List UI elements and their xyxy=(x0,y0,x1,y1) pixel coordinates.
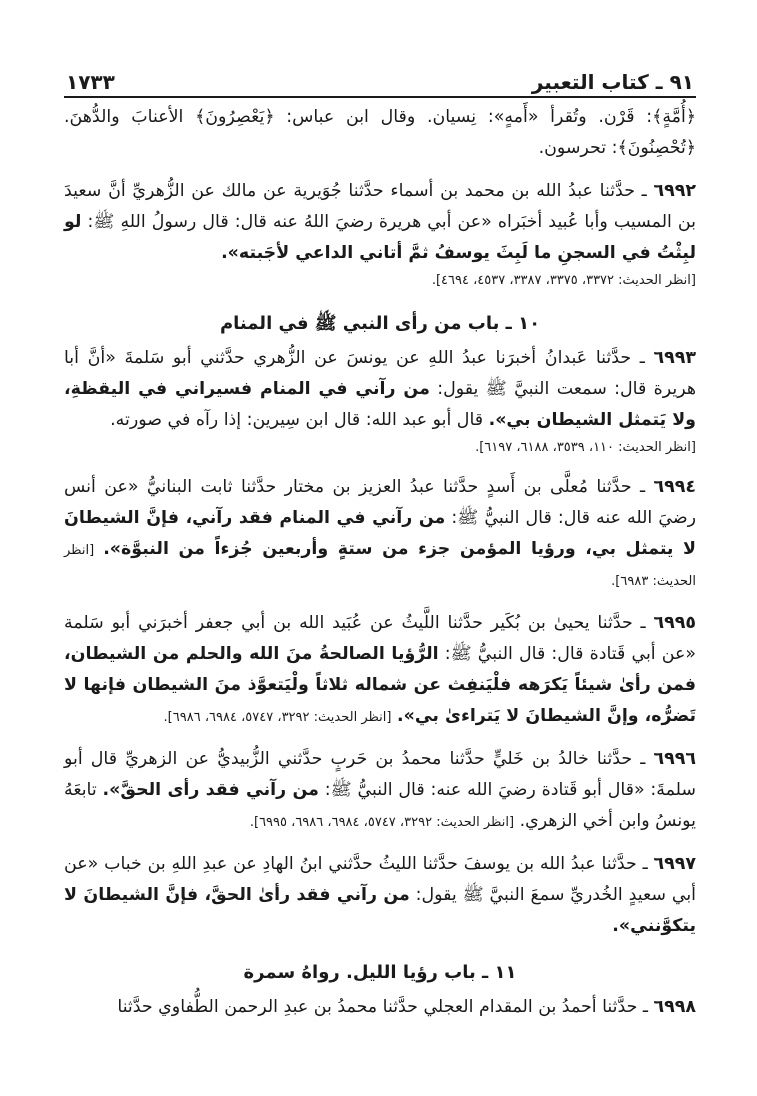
hadith-isnad: ـ حدَّثنا عَبدانُ أخبرَنا عبدُ اللهِ عن يونسَ عن الزُّهري حدَّثني أبو سَلمةَ «أنَّ أبا هريرة قال: سمعت النبيَّ ﷺ يقول: xyxy=(64,348,696,399)
running-title: ٩١ ـ كتاب التعبير xyxy=(531,70,694,94)
intro-line-1: ﴿أُمَّةٍ﴾: قَرْن. وتُقرأ «أَمهٍ»: نِسيان. وقال ابن عباس: ﴿يَعْصِرُونَ﴾ الأعنابَ والدُّهنَ. xyxy=(64,107,696,127)
hadith-matn: من رآني فقد رأى الحقَّ». xyxy=(102,780,319,800)
hadith-commentary: قال أبو عبد الله: قال ابن سِيرين: إذا رآه في صورته. xyxy=(110,410,484,430)
hadith-6998 xyxy=(64,992,696,1023)
hadith-matn: من رآني في المنام فسيراني في اليقظةِ، ولا يَتمثل الشيطان بي». xyxy=(64,379,696,430)
hadith-reference: [انظر الحديث: ٣٣٧٢، ٣٣٧٥، ٣٣٨٧، ٤٥٣٧، ٤٦٩٤]. xyxy=(431,273,696,288)
hadith-6993-text xyxy=(64,343,696,436)
hadith-isnad: ـ حدَّثنا عبدُ الله بن يوسفَ حدَّثنا الليثُ حدَّثني ابنُ الهادِ عن عبدِ اللهِ بن خباب «عن أبي سعيدٍ الخُدريِّ سمعَ النبيَّ ﷺ يقول: xyxy=(64,854,697,905)
hadith-isnad: ـ حدَّثنا عبدُ الله بن محمد بن أسماء حدَّثنا جُوَيرية عن مالك عن الزُّهريِّ أنَّ سعيدَ بن المسيب وأبا عُبيد أخبَراه «عن أبي هريرة رضيَ اللهُ عنه قال: قال رسولُ اللهِ ﷺ: xyxy=(64,181,696,232)
intro-gloss xyxy=(64,102,696,164)
hadith-6996-text xyxy=(64,744,696,837)
hadith-number: ٦٩٩٧ xyxy=(653,854,697,874)
hadith-matn: من رآني في المنام فقد رآني، فإنَّ الشيطانَ لا يتمثل بي، ورؤيا المؤمن جزء من ستةٍ وأربعين جُزءاً من النبوَّة». xyxy=(64,508,696,559)
hadith-isnad: ـ حدَّثنا مُعلَّى بن أَسدٍ حدَّثنا عبدُ العزيز بن مختار حدَّثنا ثابت البنانيُّ «عن أنس رضيَ الله عنه قال: قال النبيُّ ﷺ: xyxy=(64,477,697,528)
hadith-isnad: ـ حدَّثنا أحمدُ بن المقدام العجلي حدَّثنا محمدُ بن عبدِ الرحمن الطُّفاوي حدَّثنا xyxy=(117,997,648,1017)
chapter-heading-10: ١٠ ـ باب من رأى النبي ﷺ في المنام xyxy=(219,313,541,334)
hadith-6994 xyxy=(64,472,696,596)
hadith-6998-text xyxy=(64,992,696,1023)
hadith-reference: [انظر الحديث: ٣٢٩٢، ٥٧٤٧، ٦٩٨٤، ٦٩٨٦، ٦٩٩٥]. xyxy=(249,815,515,830)
hadith-reference: [انظر الحديث: ٦٩٨٣]. xyxy=(64,543,696,589)
hadith-6994-text xyxy=(64,472,696,596)
hadith-reference: [انظر الحديث: ٣٢٩٢، ٥٧٤٧، ٦٩٨٤، ٦٩٨٦]. xyxy=(163,710,392,725)
chapter-heading-11: ١١ ـ باب رؤيا الليل. رواهُ سمرة xyxy=(243,962,517,983)
hadith-commentary: تابعَهُ يونسُ وابن أخي الزهري. xyxy=(64,780,696,831)
hadith-isnad: ـ حدَّثنا يحيىٰ بن بُكَير حدَّثنا اللَّيثُ عن عُبَيد الله بن أبي جعفر أخبرَني أبو سَلمة «عن أبي قَتادة قال: قال النبيُّ ﷺ: xyxy=(64,613,697,664)
hadith-6992-ref-line xyxy=(64,269,696,293)
hadith-reference: [انظر الحديث: ١١٠، ٣٥٣٩، ٦١٨٨، ٦١٩٧]. xyxy=(475,440,696,455)
hadith-number: ٦٩٩٦ xyxy=(653,749,697,769)
hadith-matn: الرُّؤيا الصالحةُ منَ الله والحلم من الشيطان، فمن رأىٰ شيئاً يَكرَهه فلْيَنفِث عن شماله ثلاثاً ولْيَتعوَّذ منَ الشيطان فإنها لا تَضرُّه، وإنَّ الشيطانَ لا يَتراءىٰ بي». xyxy=(64,644,696,726)
hadith-6992 xyxy=(64,176,696,293)
hadith-6993-ref-line xyxy=(64,436,696,460)
hadith-6997-text xyxy=(64,849,696,942)
intro-line-2: ﴿تُحْصِنُونَ﴾: تحرسون. xyxy=(538,138,696,158)
hadith-number: ٦٩٩٣ xyxy=(653,348,696,368)
hadith-matn: لو لبِثْتُ في السجنِ ما لَبِثَ يوسفُ ثمَّ أتاني الداعي لأجَبته». xyxy=(64,212,696,263)
hadith-number: ٦٩٩٢ xyxy=(653,181,696,201)
page-number: ١٧٣٣ xyxy=(66,70,115,94)
hadith-6992-text xyxy=(64,176,696,269)
hadith-number: ٦٩٩٥ xyxy=(653,613,696,633)
hadith-isnad: ـ حدَّثنا خالدُ بن خَليٍّ حدَّثنا محمدُ بن حَربٍ حدَّثني الزُّبيديُّ عن الزهريِّ قال أبو سلمةَ: «قال أبو قَتادة رضيَ الله عنه: قال النبيُّ ﷺ: xyxy=(64,749,696,800)
page-content xyxy=(64,102,696,1023)
hadith-6997 xyxy=(64,849,696,942)
book-page xyxy=(64,60,696,1023)
hadith-matn: من رآني فقد رأىٰ الحقَّ، فإنَّ الشيطانَ لا يتكوَّنني». xyxy=(64,885,696,936)
page-header xyxy=(64,60,696,98)
hadith-6993 xyxy=(64,343,696,460)
hadith-6995 xyxy=(64,608,696,732)
hadith-6996 xyxy=(64,744,696,837)
hadith-number: ٦٩٩٨ xyxy=(653,997,696,1017)
hadith-6995-text xyxy=(64,608,696,732)
hadith-number: ٦٩٩٤ xyxy=(653,477,696,497)
